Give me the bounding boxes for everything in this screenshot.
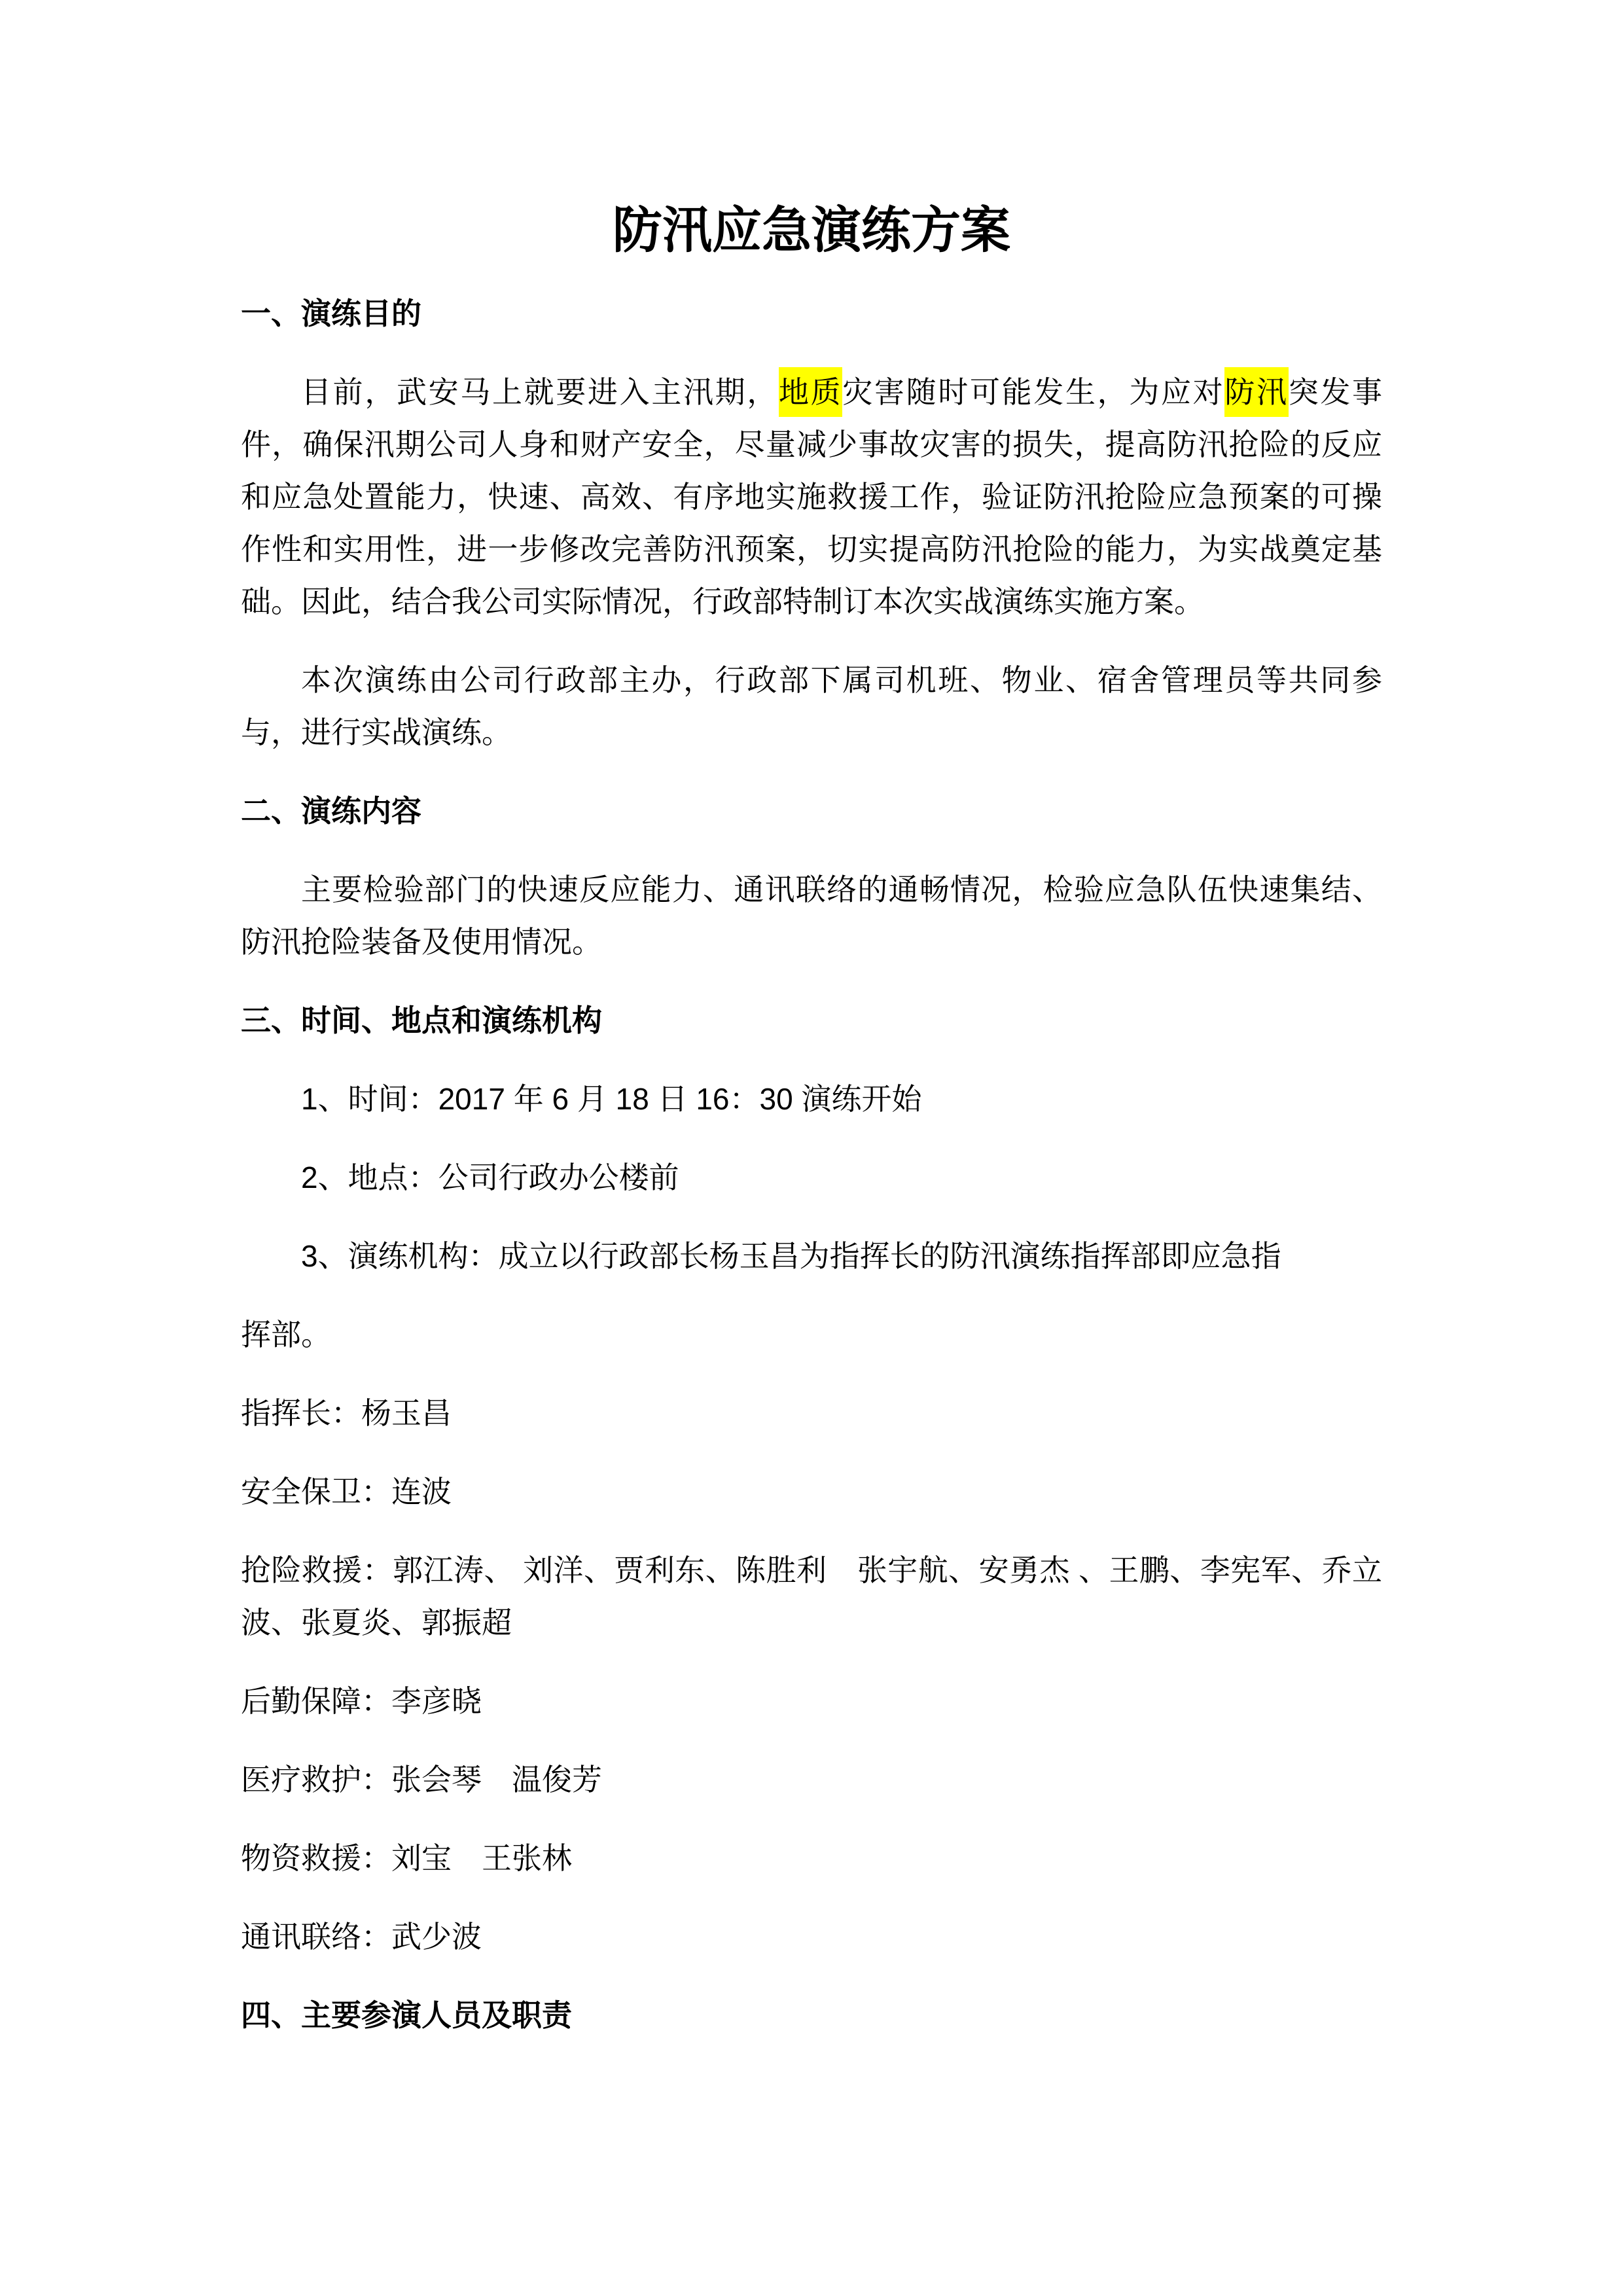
role-line-security: 安全保卫：连波	[241, 1475, 452, 1509]
purpose-text-mid: 灾害随时可能发生，为应对	[842, 375, 1225, 409]
list-item-organization: 3、演练机构：成立以行政部长杨玉昌为指挥长的防汛演练指挥部即应急指	[301, 1239, 1281, 1273]
paragraph-purpose-2: 本次演练由公司行政部主办，行政部下属司机班、物业、宿舍管理员等共同参与，进行实战演练。	[241, 663, 1382, 749]
role-line-medical: 医疗救护：张会琴 温俊芳	[241, 1763, 602, 1797]
list-item-organization-continuation: 挥部。	[241, 1318, 331, 1352]
purpose-text-pre: 目前，武安马上就要进入主汛期，	[301, 375, 779, 409]
highlight-fangxun: 防汛	[1224, 367, 1288, 417]
section-heading-content: 二、演练内容	[241, 794, 421, 828]
paragraph-purpose-1	[241, 366, 1382, 628]
section-heading-participants: 四、主要参演人员及职责	[241, 1998, 572, 2032]
list-item-place: 2、地点：公司行政办公楼前	[301, 1160, 679, 1194]
role-line-supplies: 物资救援：刘宝 王张林	[241, 1841, 572, 1875]
role-line-logistics: 后勤保障：李彦晓	[241, 1684, 482, 1718]
document-title: 防汛应急演练方案	[613, 204, 1010, 259]
role-line-commander: 指挥长：杨玉昌	[241, 1396, 452, 1430]
role-line-communication: 通讯联络：武少波	[241, 1920, 482, 1954]
highlight-dizhi: 地质	[779, 367, 842, 417]
role-line-rescue: 抢险救援：郭江涛、 刘洋、贾利东、陈胜利 张宇航、安勇杰 、王鹏、李宪军、乔立波、张夏炎、郭振超	[241, 1553, 1382, 1640]
section-heading-time-place: 三、时间、地点和演练机构	[241, 1003, 602, 1037]
paragraph-content-1: 主要检验部门的快速反应能力、通讯联络的通畅情况，检验应急队伍快速集结、防汛抢险装备及使用情况。	[241, 872, 1382, 959]
purpose-text-post: 突发事件，确保汛期公司人身和财产安全，尽量减少事故灾害的损失，提高防汛抢险的反应和应急处置能力，快速、高效、有序地实施救援工作，验证防汛抢险应急预案的可操作性和实用性，进一步修改完善防汛预案，切实提高防汛抢险的能力，为实战奠定基础。因此，结合我公司实际情况，行政部特制订本次实战演练实施方案。	[241, 375, 1383, 619]
section-heading-purpose: 一、演练目的	[241, 296, 421, 331]
list-item-time: 1、时间：2017 年 6 月 18 日 16：30 演练开始	[301, 1082, 922, 1116]
